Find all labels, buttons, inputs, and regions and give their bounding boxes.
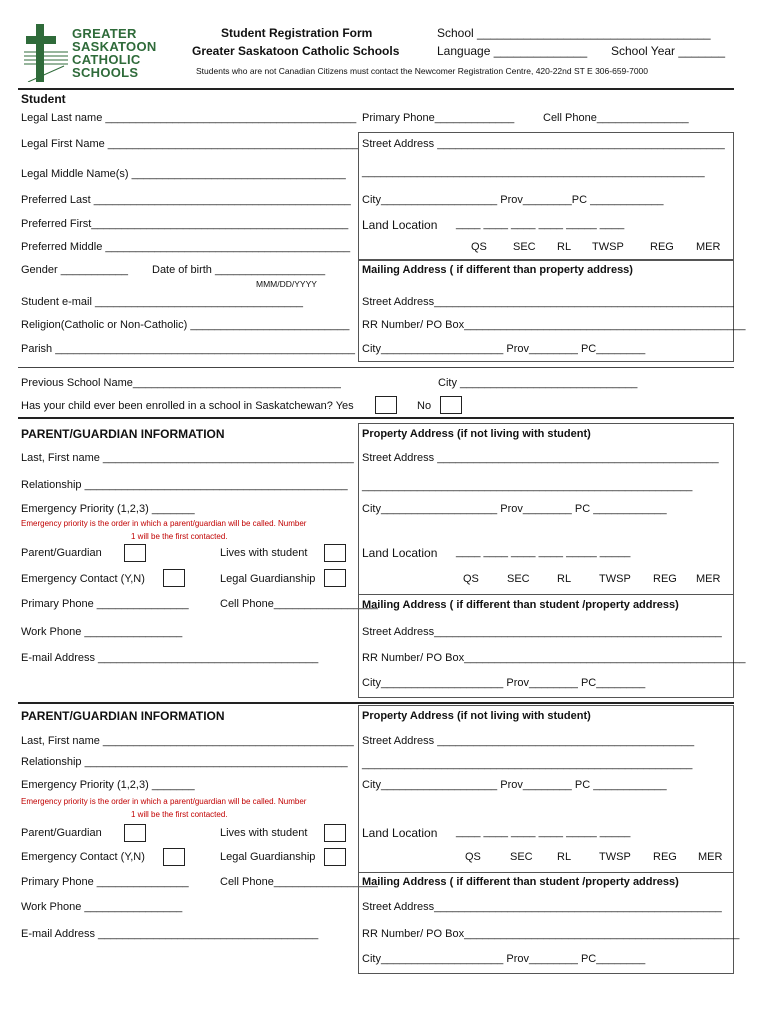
guardian2-legal-checkbox[interactable] [324, 848, 346, 866]
guardian1-cell-phone[interactable]: Cell Phone_________________ [220, 598, 378, 610]
preferred-last-field[interactable]: Preferred Last __________________________________________ [21, 194, 351, 206]
language-field[interactable]: Language ______________ [437, 44, 588, 58]
guardian2-work-phone[interactable]: Work Phone ________________ [21, 901, 183, 913]
land-label-mer: MER [696, 573, 721, 585]
cell-phone-field[interactable]: Cell Phone_______________ [543, 112, 689, 124]
guardian1-emergency-checkbox[interactable] [163, 569, 185, 587]
guardian1-legal-label: Legal Guardianship [220, 573, 316, 585]
guardian2-mailing-rr[interactable]: RR Number/ PO Box_____________________________________________ [362, 928, 740, 940]
guardian1-heading: PARENT/GUARDIAN INFORMATION [21, 427, 225, 441]
guardian1-street-field[interactable]: Street Address ______________________________________________ [362, 452, 719, 464]
guardian2-land-label: Land Location [362, 826, 438, 840]
preferred-middle-field[interactable]: Preferred Middle ________________________________________ [21, 241, 351, 253]
guardian1-land-label: Land Location [362, 546, 438, 560]
guardian2-mailing-street[interactable]: Street Address_______________________________________________ [362, 901, 722, 913]
guardian1-mailing-city[interactable]: City____________________ Prov________ PC________ [362, 677, 646, 689]
enrolled-no-checkbox[interactable] [440, 396, 462, 414]
land-label-sec: SEC [510, 851, 533, 863]
enrolled-yes-checkbox[interactable] [375, 396, 397, 414]
logo-line-1: GREATER [72, 26, 137, 41]
cross-logo-icon [24, 22, 68, 82]
guardian1-priority-note-2: 1 will be the first contacted. [131, 532, 228, 541]
guardian2-emergency-checkbox[interactable] [163, 848, 185, 866]
guardian2-street-field[interactable]: Street Address __________________________________________ [362, 735, 695, 747]
land-label-mer: MER [696, 241, 721, 253]
land-location-blanks[interactable]: ____ ____ ____ ____ _____ ____ [456, 218, 625, 230]
guardian1-mailing-heading: Mailing Address ( if different than student /property address) [362, 599, 679, 611]
dob-format-hint: MMM/DD/YYYY [256, 279, 317, 289]
guardian2-email[interactable]: E-mail Address ____________________________________ [21, 928, 319, 940]
section-divider [18, 417, 734, 419]
land-label-rl: RL [557, 573, 572, 585]
gender-field[interactable]: Gender ___________ [21, 264, 129, 276]
street-address-line-2[interactable]: ________________________________________________________ [362, 166, 705, 178]
divider [18, 367, 734, 368]
guardian2-parent-label: Parent/Guardian [21, 827, 102, 839]
land-location-label: Land Location [362, 218, 438, 232]
date-of-birth-field[interactable]: Date of birth __________________ [152, 264, 326, 276]
logo-line-4: SCHOOLS [72, 65, 139, 80]
guardian2-cell-phone[interactable]: Cell Phone_________________ [220, 876, 378, 888]
guardian2-street-line-2[interactable]: ______________________________________________________ [362, 758, 693, 770]
guardian2-primary-phone[interactable]: Primary Phone _______________ [21, 876, 189, 888]
guardian1-lives-label: Lives with student [220, 547, 308, 559]
guardian1-property-heading: Property Address (if not living with student) [362, 428, 591, 440]
legal-middle-name-field[interactable]: Legal Middle Name(s) ___________________________________ [21, 168, 346, 180]
land-label-twsp: TWSP [599, 851, 631, 863]
mailing-rr-field[interactable]: RR Number/ PO Box______________________________________________ [362, 319, 746, 331]
land-label-rl: RL [557, 241, 572, 253]
guardian1-mailing-rr[interactable]: RR Number/ PO Box______________________________________________ [362, 652, 746, 664]
religion-field[interactable]: Religion(Catholic or Non-Catholic) __________________________ [21, 319, 350, 331]
logo-line-3: CATHOLIC [72, 52, 141, 67]
guardian2-priority-note-2: 1 will be the first contacted. [131, 810, 228, 819]
guardian1-street-line-2[interactable]: ______________________________________________________ [362, 480, 693, 492]
guardian1-primary-phone[interactable]: Primary Phone _______________ [21, 598, 189, 610]
previous-school-field[interactable]: Previous School Name__________________________________ [21, 377, 341, 389]
land-label-qs: QS [471, 241, 487, 253]
land-label-twsp: TWSP [592, 241, 624, 253]
guardian2-priority-note: Emergency priority is the order in which a parent/guardian will be called. Number [21, 797, 307, 806]
legal-first-name-field[interactable]: Legal First Name _________________________________________ [21, 138, 359, 150]
logo-line-2: SASKATOON [72, 39, 157, 54]
guardian2-mailing-city[interactable]: City____________________ Prov________ PC________ [362, 953, 646, 965]
guardian1-city-field[interactable]: City___________________ Prov________ PC ____________ [362, 503, 667, 515]
land-label-rl: RL [557, 851, 572, 863]
guardian1-legal-checkbox[interactable] [324, 569, 346, 587]
guardian1-emergency-label: Emergency Contact (Y,N) [21, 573, 145, 585]
guardian1-name-field[interactable]: Last, First name _________________________________________ [21, 452, 354, 464]
guardian2-legal-label: Legal Guardianship [220, 851, 316, 863]
primary-phone-field[interactable]: Primary Phone_____________ [362, 112, 515, 124]
student-email-field[interactable]: Student e-mail __________________________________ [21, 296, 303, 308]
enrolled-no-label: No [417, 400, 432, 412]
guardian1-priority-field[interactable]: Emergency Priority (1,2,3) _______ [21, 503, 195, 515]
guardian2-emergency-label: Emergency Contact (Y,N) [21, 851, 145, 863]
land-label-reg: REG [653, 573, 677, 585]
legal-last-name-field[interactable]: Legal Last name _________________________________________ [21, 112, 357, 124]
land-label-qs: QS [465, 851, 481, 863]
land-label-mer: MER [698, 851, 723, 863]
land-label-qs: QS [463, 573, 479, 585]
mailing-street-field[interactable]: Street Address_________________________________________________ [362, 296, 734, 308]
land-label-sec: SEC [513, 241, 536, 253]
guardian1-parent-checkbox[interactable] [124, 544, 146, 562]
guardian1-priority-note: Emergency priority is the order in which a parent/guardian will be called. Number [21, 519, 307, 528]
parish-field[interactable]: Parish _________________________________________________ [21, 343, 356, 355]
city-prov-pc-field[interactable]: City___________________ Prov________PC ____________ [362, 194, 664, 206]
previous-school-city-field[interactable]: City _____________________________ [438, 377, 638, 389]
form-subtitle: Greater Saskatoon Catholic Schools [192, 44, 400, 58]
guardian2-priority-field[interactable]: Emergency Priority (1,2,3) _______ [21, 779, 195, 791]
land-label-reg: REG [653, 851, 677, 863]
guardian2-land-blanks[interactable]: ____ ____ ____ ____ _____ _____ [456, 826, 631, 838]
guardian1-work-phone[interactable]: Work Phone ________________ [21, 626, 183, 638]
student-heading: Student [21, 92, 66, 106]
mailing-address-heading: Mailing Address ( if different than property address) [362, 264, 633, 276]
guardian1-relationship-field[interactable]: Relationship ___________________________________________ [21, 479, 348, 491]
newcomer-notice: Students who are not Canadian Citizens must contact the Newcomer Registration Centre, 420-22nd ST E 306-659-7000 [196, 66, 649, 76]
enrolled-question: Has your child ever been enrolled in a school in Saskatchewan? Yes [21, 400, 354, 412]
guardian2-heading: PARENT/GUARDIAN INFORMATION [21, 709, 225, 723]
guardian2-lives-label: Lives with student [220, 827, 308, 839]
mailing-city-field[interactable]: City____________________ Prov________ PC________ [362, 343, 646, 355]
guardian1-land-blanks[interactable]: ____ ____ ____ ____ _____ _____ [456, 546, 631, 558]
land-label-sec: SEC [507, 573, 530, 585]
section-divider [18, 702, 734, 704]
school-field[interactable]: School ___________________________________ [437, 26, 711, 40]
guardian2-property-heading: Property Address (if not living with student) [362, 710, 591, 722]
guardian2-city-field[interactable]: City___________________ Prov________ PC ____________ [362, 779, 667, 791]
guardian1-lives-checkbox[interactable] [324, 544, 346, 562]
header-divider [18, 88, 734, 90]
school-year-field[interactable]: School Year _______ [611, 44, 726, 58]
land-label-reg: REG [650, 241, 674, 253]
preferred-first-field[interactable]: Preferred First__________________________________________ [21, 218, 349, 230]
guardian2-parent-checkbox[interactable] [124, 824, 146, 842]
land-label-twsp: TWSP [599, 573, 631, 585]
guardian1-parent-label: Parent/Guardian [21, 547, 102, 559]
guardian2-relationship-field[interactable]: Relationship ___________________________________________ [21, 756, 348, 768]
guardian1-mailing-street[interactable]: Street Address_______________________________________________ [362, 626, 722, 638]
form-title: Student Registration Form [221, 26, 373, 40]
guardian2-mailing-heading: Mailing Address ( if different than student /property address) [362, 876, 679, 888]
guardian2-lives-checkbox[interactable] [324, 824, 346, 842]
guardian1-email[interactable]: E-mail Address ____________________________________ [21, 652, 319, 664]
guardian2-name-field[interactable]: Last, First name _________________________________________ [21, 735, 354, 747]
street-address-field[interactable]: Street Address _______________________________________________ [362, 138, 725, 150]
